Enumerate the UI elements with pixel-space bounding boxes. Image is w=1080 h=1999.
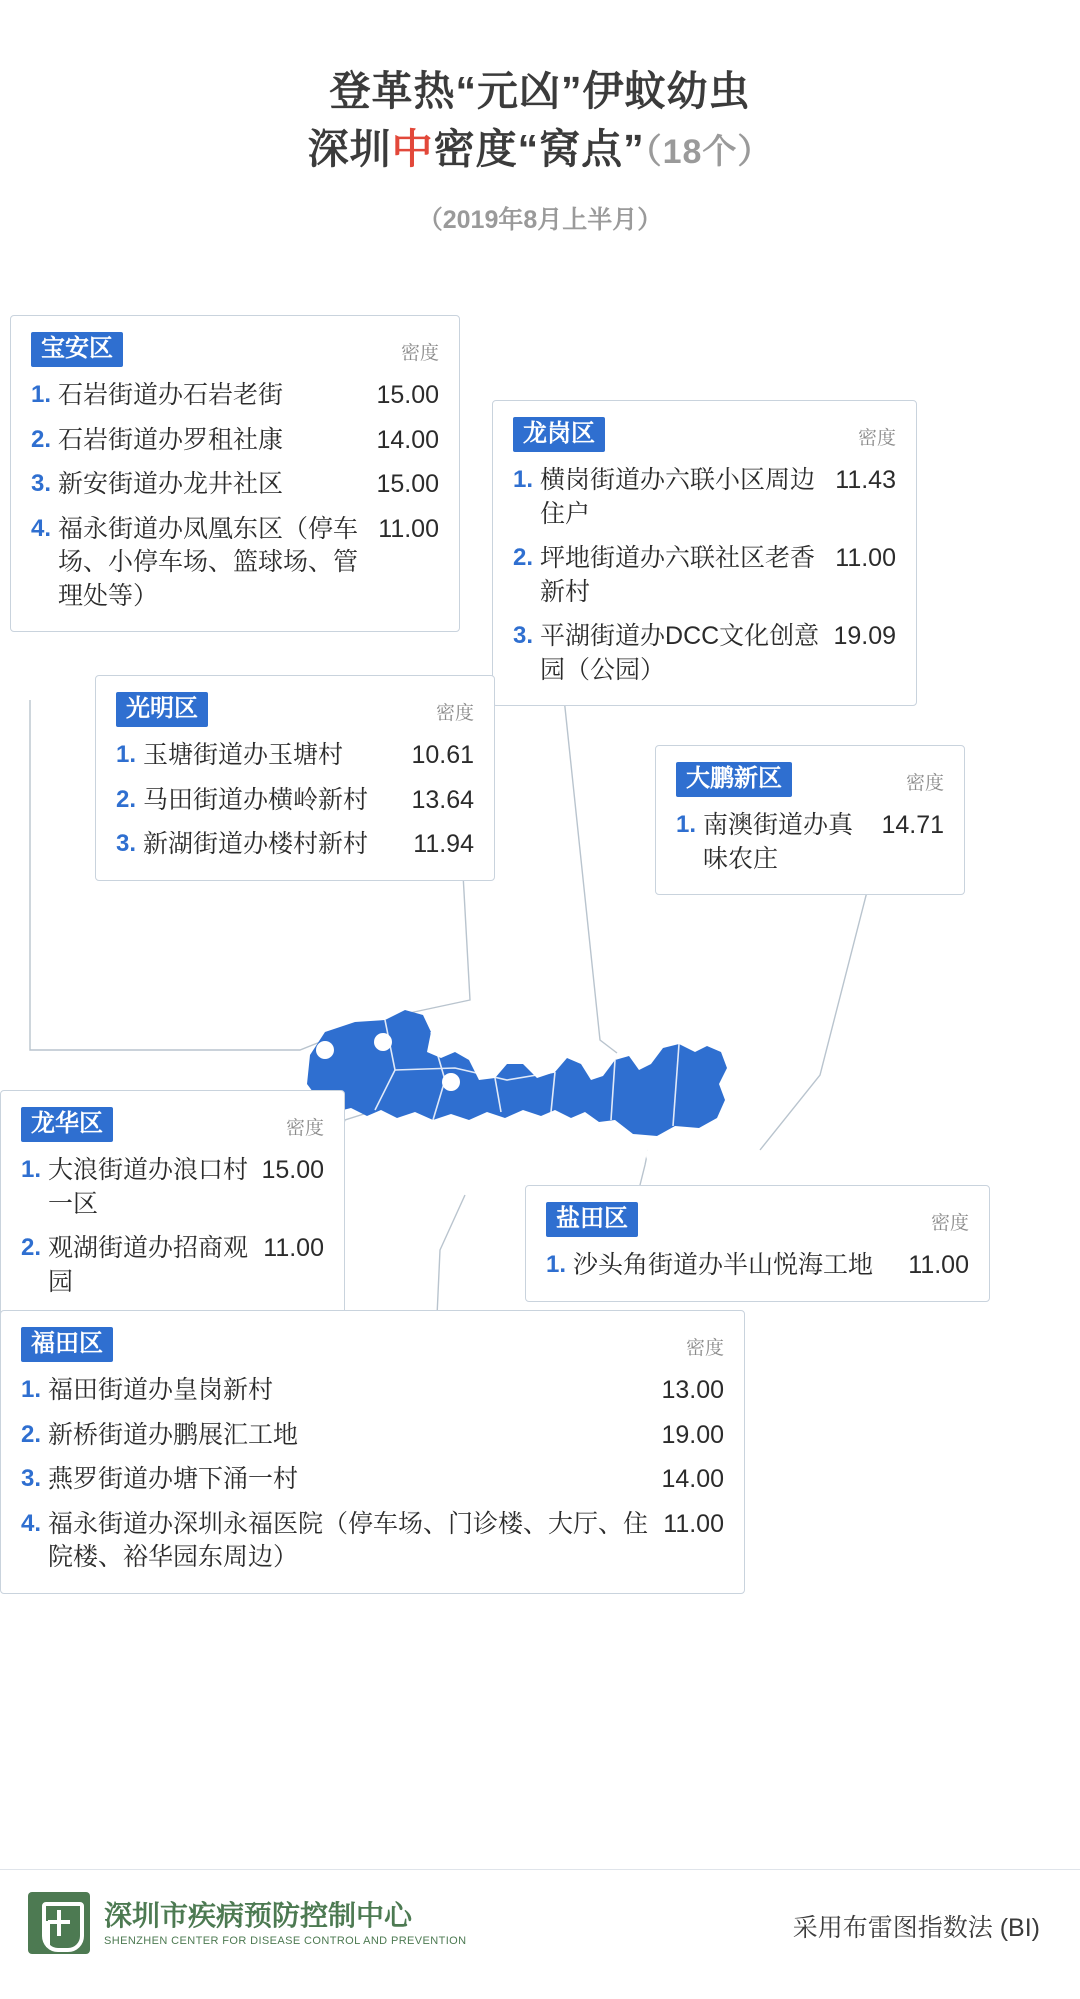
item-index: 4. [31,514,52,542]
item-name: 大浪街道办浪口村一区 [48,1156,249,1218]
item-index: 3. [513,622,534,649]
district-badge-yantian: 盐田区 [546,1202,638,1237]
item-list [546,1249,969,1283]
density-label: 密度 [930,1213,969,1234]
item-list [116,739,474,862]
card-longhua [0,1090,345,1318]
item-value: 11.00 [908,1251,969,1279]
item-value: 11.00 [835,544,896,572]
map-marker-baoan [316,1041,334,1059]
card-header [31,332,439,368]
card-header [676,762,944,798]
cdc-shield-icon [28,1892,90,1954]
card-futian [0,1310,745,1594]
organization-logo [28,1892,466,1954]
density-label: 密度 [285,1118,324,1139]
org-name-cn: 深圳市疾病预防控制中心 [104,1899,413,1931]
item-name: 南澳街道办真味农庄 [703,811,854,873]
item-index: 3. [31,470,52,497]
item-index: 1. [21,1376,42,1403]
item-name: 福永街道办深圳永福医院（停车场、门诊楼、大厅、住院楼、裕华园东周边） [48,1509,649,1571]
item-index: 2. [21,1420,42,1448]
card-guangming [95,675,495,881]
item-index: 1. [513,466,534,493]
item-value: 11.43 [835,466,896,494]
list-item [546,1249,969,1283]
density-label: 密度 [857,428,896,449]
list-item [31,379,439,413]
item-index: 1. [31,381,52,408]
list-item [21,1232,324,1299]
item-value: 19.09 [833,622,896,650]
item-index: 1. [546,1251,567,1278]
item-name: 新安街道办龙井社区 [58,470,284,498]
item-value: 10.61 [411,741,474,769]
item-index: 2. [513,544,534,571]
list-item [116,739,474,773]
item-name: 坪地街道办六联社区老香新村 [540,544,816,606]
card-longgang [492,400,917,706]
title-text-1: 登革热“元凶”伊蚊幼虫 [329,68,751,114]
card-header [21,1327,724,1363]
district-badge-longhua: 龙华区 [21,1107,113,1142]
item-index: 2. [21,1234,42,1261]
item-value: 14.71 [881,811,944,839]
list-item [116,784,474,818]
item-index: 2. [116,785,137,813]
card-baoan [10,315,460,632]
district-badge-longgang: 龙岗区 [513,417,605,452]
map-shape [255,960,855,1220]
item-name: 玉塘街道办玉塘村 [143,741,344,769]
density-label: 密度 [685,1338,724,1359]
district-badge-dapeng: 大鹏新区 [676,762,792,797]
density-label: 密度 [400,343,439,364]
list-item [513,464,896,531]
map-marker-futian [366,1141,384,1159]
page-title-line-1 [0,62,1080,120]
item-name: 石岩街道办石岩老街 [58,381,284,409]
item-index: 1. [21,1156,42,1183]
list-item [116,828,474,862]
item-name: 新桥街道办鹏展汇工地 [48,1420,299,1449]
list-item [31,468,439,502]
title-text-2-pre: 深圳 [307,126,392,173]
item-index: 4. [21,1509,42,1537]
item-value: 15.00 [261,1156,324,1184]
list-item [31,513,439,614]
list-item [676,809,944,876]
district-badge-baoan: 宝安区 [31,332,123,367]
shenzhen-map [255,960,855,1220]
list-item [513,620,896,687]
item-index: 2. [31,425,52,453]
density-label: 密度 [905,773,944,794]
page-subtitle: （2019年8月上半月） [417,206,663,235]
item-name: 马田街道办横岭新村 [143,785,369,814]
item-name: 福田街道办皇岗新村 [48,1376,274,1404]
item-name: 横岗街道办六联小区周边住户 [540,466,816,528]
list-item [21,1419,724,1453]
cross-icon [48,1920,70,1924]
map-marker-guangming [374,1033,392,1051]
title-text-2-post: 密度“窝点” [433,126,645,173]
item-index: 3. [21,1465,42,1492]
item-name: 沙头角街道办半山悦海工地 [573,1251,874,1279]
item-name: 燕罗街道办塘下涌一村 [48,1465,299,1493]
item-name: 观湖街道办招商观园 [48,1234,249,1296]
card-header [116,692,474,728]
density-label: 密度 [435,703,474,724]
map-marker-longgang [544,1041,562,1059]
card-dapeng [655,745,965,895]
item-name: 石岩街道办罗租社康 [58,425,284,454]
list-item [513,542,896,609]
page-header [0,0,1080,236]
item-value: 11.00 [263,1234,324,1262]
card-yantian [525,1185,990,1302]
list-item [21,1154,324,1221]
item-index: 3. [116,830,137,857]
item-list [31,379,439,613]
item-name: 新湖街道办楼村新村 [143,830,369,858]
list-item [21,1508,724,1575]
org-name-en: SHENZHEN CENTER FOR DISEASE CONTROL AND PREVENTION [104,1935,467,1948]
item-value: 15.00 [376,470,439,498]
list-item [31,424,439,458]
item-value: 14.00 [661,1465,724,1493]
page-title-line-2 [0,120,1080,178]
list-item [21,1463,724,1497]
item-list [21,1374,724,1575]
card-header [546,1202,969,1238]
district-badge-futian: 福田区 [21,1327,113,1362]
item-value: 11.00 [663,1509,724,1538]
title-accent-char: 中 [391,126,434,173]
item-value: 15.00 [376,381,439,409]
card-header [21,1107,324,1143]
map-marker-longhua [442,1073,460,1091]
card-header [513,417,896,453]
item-value: 14.00 [376,425,439,454]
item-name: 平湖街道办DCC文化创意园（公园） [540,622,820,684]
title-count: （18个） [644,133,773,172]
item-list [513,464,896,687]
item-index: 1. [676,811,697,838]
item-value: 11.00 [378,514,439,543]
item-list [676,809,944,876]
item-value: 11.94 [413,830,474,858]
item-value: 19.00 [661,1420,724,1449]
item-value: 13.64 [411,785,474,814]
item-list [21,1154,324,1299]
map-marker-yantian [566,1136,584,1154]
item-index: 1. [116,741,137,768]
item-name: 福永街道办凤凰东区（停车场、小停车场、篮球场、管理处等） [58,514,359,610]
item-value: 13.00 [661,1376,724,1404]
list-item [21,1374,724,1408]
district-badge-guangming: 光明区 [116,692,208,727]
page-footer [0,1869,1080,1999]
footer-note: 采用布雷图指数法 (BI) [792,1914,1040,1942]
map-marker-dapeng [646,1146,664,1164]
